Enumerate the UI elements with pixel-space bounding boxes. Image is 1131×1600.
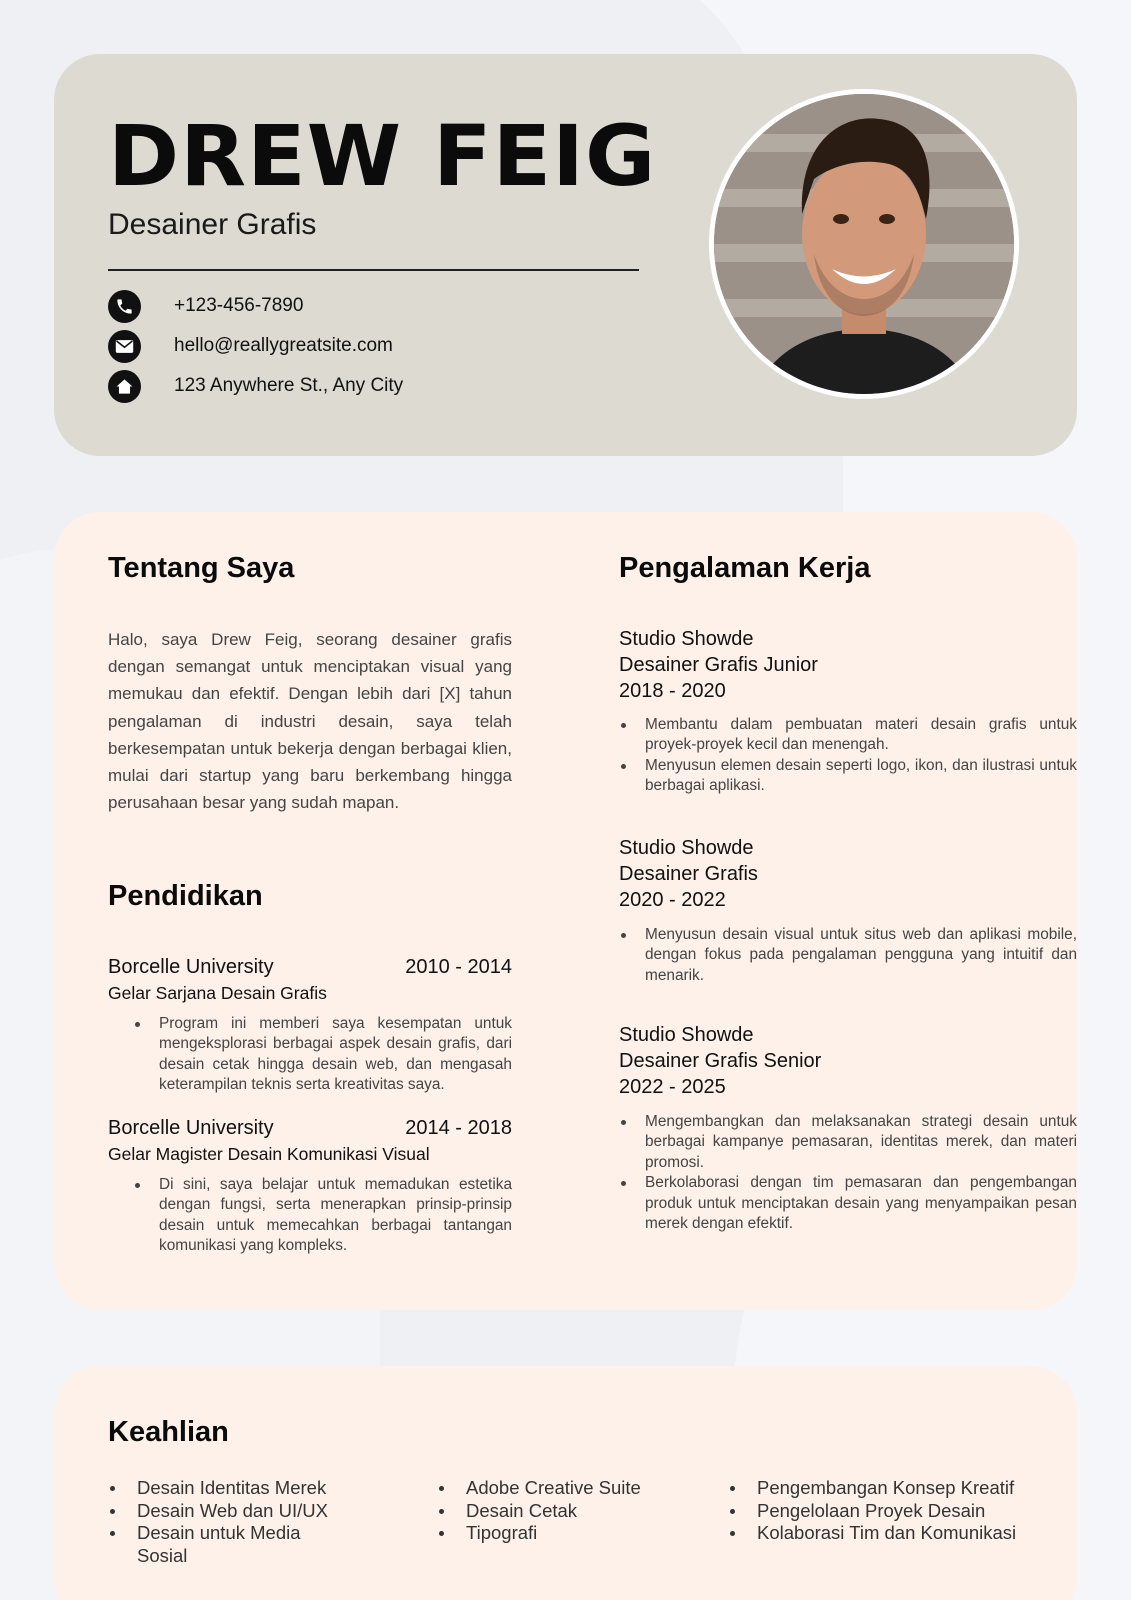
list-item: Pengelolaan Proyek Desain (728, 1500, 1068, 1523)
skills-heading: Keahlian (108, 1416, 229, 1448)
contact-phone (108, 289, 608, 323)
list-item: Kolaborasi Tim dan Komunikasi (728, 1522, 1068, 1545)
list-item: Menyusun elemen desain seperti logo, ikon, dan ilustrasi untuk berbagai aplikasi. (619, 756, 1077, 797)
header-divider (108, 269, 639, 271)
education-school: Borcelle University (108, 956, 274, 978)
education-bullets (133, 1175, 512, 1257)
about-heading: Tentang Saya (108, 552, 295, 584)
home-icon (108, 370, 141, 403)
education-bullets (133, 1014, 512, 1096)
job-role: Desainer Grafis (108, 208, 317, 241)
contact-address (108, 369, 608, 403)
list-item: Berkolaborasi dengan tim pemasaran dan pengembangan produk untuk menciptakan desain yang menyampaikan pesan merek dengan efektif. (619, 1173, 1077, 1234)
education-entry-2 (108, 1117, 512, 1140)
profile-photo (709, 89, 1019, 399)
education-degree: Gelar Magister Desain Komunikasi Visual (108, 1144, 430, 1164)
job-years: 2022 - 2025 (619, 1076, 726, 1098)
list-item: Tipografi (437, 1522, 697, 1545)
contact-email (108, 329, 608, 363)
job-company: Studio Showde (619, 1024, 754, 1046)
skills-column-1 (108, 1477, 338, 1567)
list-item: Membantu dalam pembuatan materi desain grafis untuk proyek-proyek kecil dan menengah. (619, 715, 1077, 756)
experience-heading: Pengalaman Kerja (619, 552, 871, 584)
job-company: Studio Showde (619, 837, 754, 859)
job-years: 2020 - 2022 (619, 889, 726, 911)
email-address[interactable]: hello@reallygreatsite.com (174, 335, 393, 356)
education-years: 2010 - 2014 (405, 956, 512, 978)
job-years: 2018 - 2020 (619, 680, 726, 702)
list-item: Pengembangan Konsep Kreatif (728, 1477, 1068, 1500)
list-item: Mengembangkan dan melaksanakan strategi desain untuk berbagai kampanye pemasaran, identitas merek, dan materi promosi. (619, 1112, 1077, 1173)
job-bullets (619, 715, 1077, 797)
job-title: Desainer Grafis Senior (619, 1050, 822, 1072)
job-company: Studio Showde (619, 628, 754, 650)
phone-icon (108, 290, 141, 323)
mail-icon (108, 330, 141, 363)
address: 123 Anywhere St., Any City (174, 375, 404, 396)
skills-column-2 (437, 1477, 697, 1545)
education-entry-1 (108, 956, 512, 979)
job-bullets (619, 1112, 1077, 1234)
candidate-name: DREW FEIG (108, 107, 657, 205)
list-item: Menyusun desain visual untuk situs web dan aplikasi mobile, dengan fokus pada pengalaman pengguna yang intuitif dan menarik. (619, 925, 1077, 986)
list-item: Desain Identitas Merek (108, 1477, 338, 1500)
list-item: Di sini, saya belajar untuk memadukan estetika dengan fungsi, serta menerapkan prinsip-prinsip desain untuk memecahkan berbagai tantangan komunikasi yang kompleks. (133, 1175, 512, 1257)
header-card (54, 54, 1077, 456)
list-item: Desain Cetak (437, 1500, 697, 1523)
education-heading: Pendidikan (108, 880, 263, 912)
list-item: Desain untuk Media Sosial (108, 1522, 338, 1567)
list-item: Program ini memberi saya kesempatan untuk mengeksplorasi berbagai aspek desain grafis, dari desain cetak hingga desain web, dan mengasah keterampilan teknis serta kreativitas saya. (133, 1014, 512, 1096)
main-card (54, 512, 1077, 1310)
list-item: Desain Web dan UI/UX (108, 1500, 338, 1523)
phone-number[interactable]: +123-456-7890 (174, 295, 304, 316)
education-school: Borcelle University (108, 1117, 274, 1139)
education-years: 2014 - 2018 (405, 1117, 512, 1139)
education-degree: Gelar Sarjana Desain Grafis (108, 983, 327, 1003)
job-title: Desainer Grafis Junior (619, 654, 818, 676)
skills-card (54, 1366, 1077, 1600)
list-item: Adobe Creative Suite (437, 1477, 697, 1500)
about-text: Halo, saya Drew Feig, seorang desainer grafis dengan semangat untuk menciptakan visual yang memukau dan efektif. Dengan lebih dari [X] tahun pengalaman di industri desain, saya telah berkesempatan untuk bekerja dengan berbagai klien, mulai dari startup yang baru berkembang hingga perusahaan besar yang sudah mapan. (108, 630, 512, 813)
job-title: Desainer Grafis (619, 863, 758, 885)
job-bullets (619, 925, 1077, 986)
skills-column-3 (728, 1477, 1068, 1545)
